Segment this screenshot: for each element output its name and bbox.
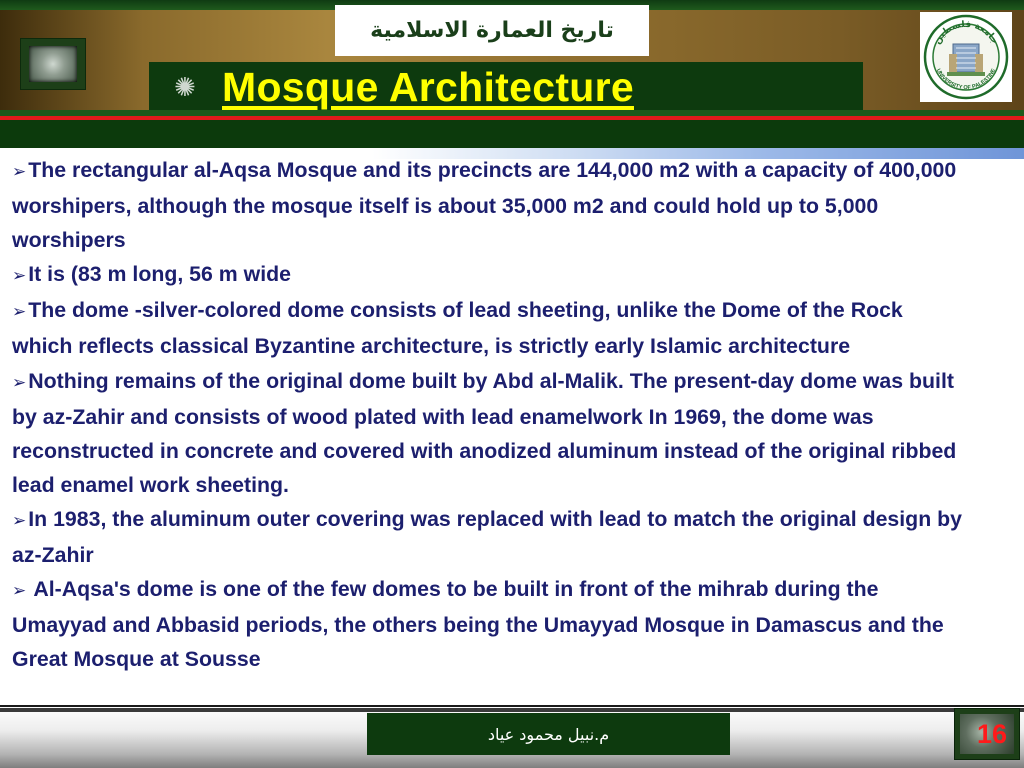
bullet-text: The dome -silver-colored dome consists of lead sheeting, unlike the Dome of the Rock which reflects classical Byzantine architecture, is strictly early Islamic architecture: [12, 298, 903, 359]
bullet-paragraph: [12, 293, 967, 363]
page-number-box[interactable]: [954, 708, 1020, 760]
bullet-text: In 1983, the aluminum outer covering was replaced with lead to match the original design by az-Zahir: [12, 506, 962, 568]
bullet-text: It is (83 m long, 56 m wide: [28, 262, 291, 287]
arrow-bullet-icon: ➢: [12, 302, 27, 322]
nav-square-button[interactable]: [20, 38, 86, 90]
university-logo: [920, 12, 1012, 102]
footer-dark-line: [0, 708, 1024, 712]
nav-square-icon: [29, 46, 77, 82]
arrow-bullet-icon: ➢: [12, 266, 27, 286]
svg-text:جامعة فلسطين: جامعة فلسطين: [932, 19, 1000, 47]
page-number-inner: [960, 714, 1014, 754]
footer-top-line: [0, 705, 1024, 707]
arrow-bullet-icon: ➢: [12, 581, 27, 601]
slide-content: [12, 153, 967, 676]
author-name: م.نبيل محمود عياد: [367, 713, 730, 755]
bullet-paragraph: [12, 257, 967, 293]
page-title: Mosque Architecture: [222, 64, 634, 110]
bullet-text: The rectangular al-Aqsa Mosque and its precincts are 144,000 m2 with a capacity of 400,000 worshipers, although the mosque itself is about 35,000 m2 and could hold up to 5,000 worshipers: [12, 158, 957, 253]
university-seal-icon: [923, 14, 1009, 100]
arrow-bullet-icon: ➢: [12, 372, 27, 392]
bullet-paragraph: [12, 572, 967, 676]
arrow-bullet-icon: ➢: [12, 162, 27, 181]
bullet-text: Al-Aqsa's dome is one of the few domes to be built in front of the mihrab during the Umayyad and Abbasid periods, the others being the Umayyad Mosque in Damascus and the Great Mosque at Sousse: [12, 577, 944, 672]
page-number: 16: [976, 718, 1008, 749]
title-star-icon: ✺: [174, 72, 196, 102]
arabic-course-title: تاريخ العمارة الاسلامية: [335, 5, 649, 56]
svg-text:UNIVERSITY OF PALESTINE: UNIVERSITY OF PALESTINE: [934, 67, 998, 92]
title-bar: [149, 62, 863, 110]
bullet-paragraph: [12, 502, 967, 572]
header-dark-band: [0, 120, 1024, 148]
bullet-paragraph: [12, 153, 967, 257]
arrow-bullet-icon: ➢: [12, 510, 27, 530]
bullet-paragraph: [12, 364, 967, 502]
bullet-text: Nothing remains of the original dome built by Abd al-Malik. The present-day dome was built by az-Zahir and consists of wood plated with lead enamelwork In 1969, the dome was reconstructed in concrete and covered with anodized aluminum instead of the original ribbed lead enamel work sheeting.: [12, 368, 957, 497]
